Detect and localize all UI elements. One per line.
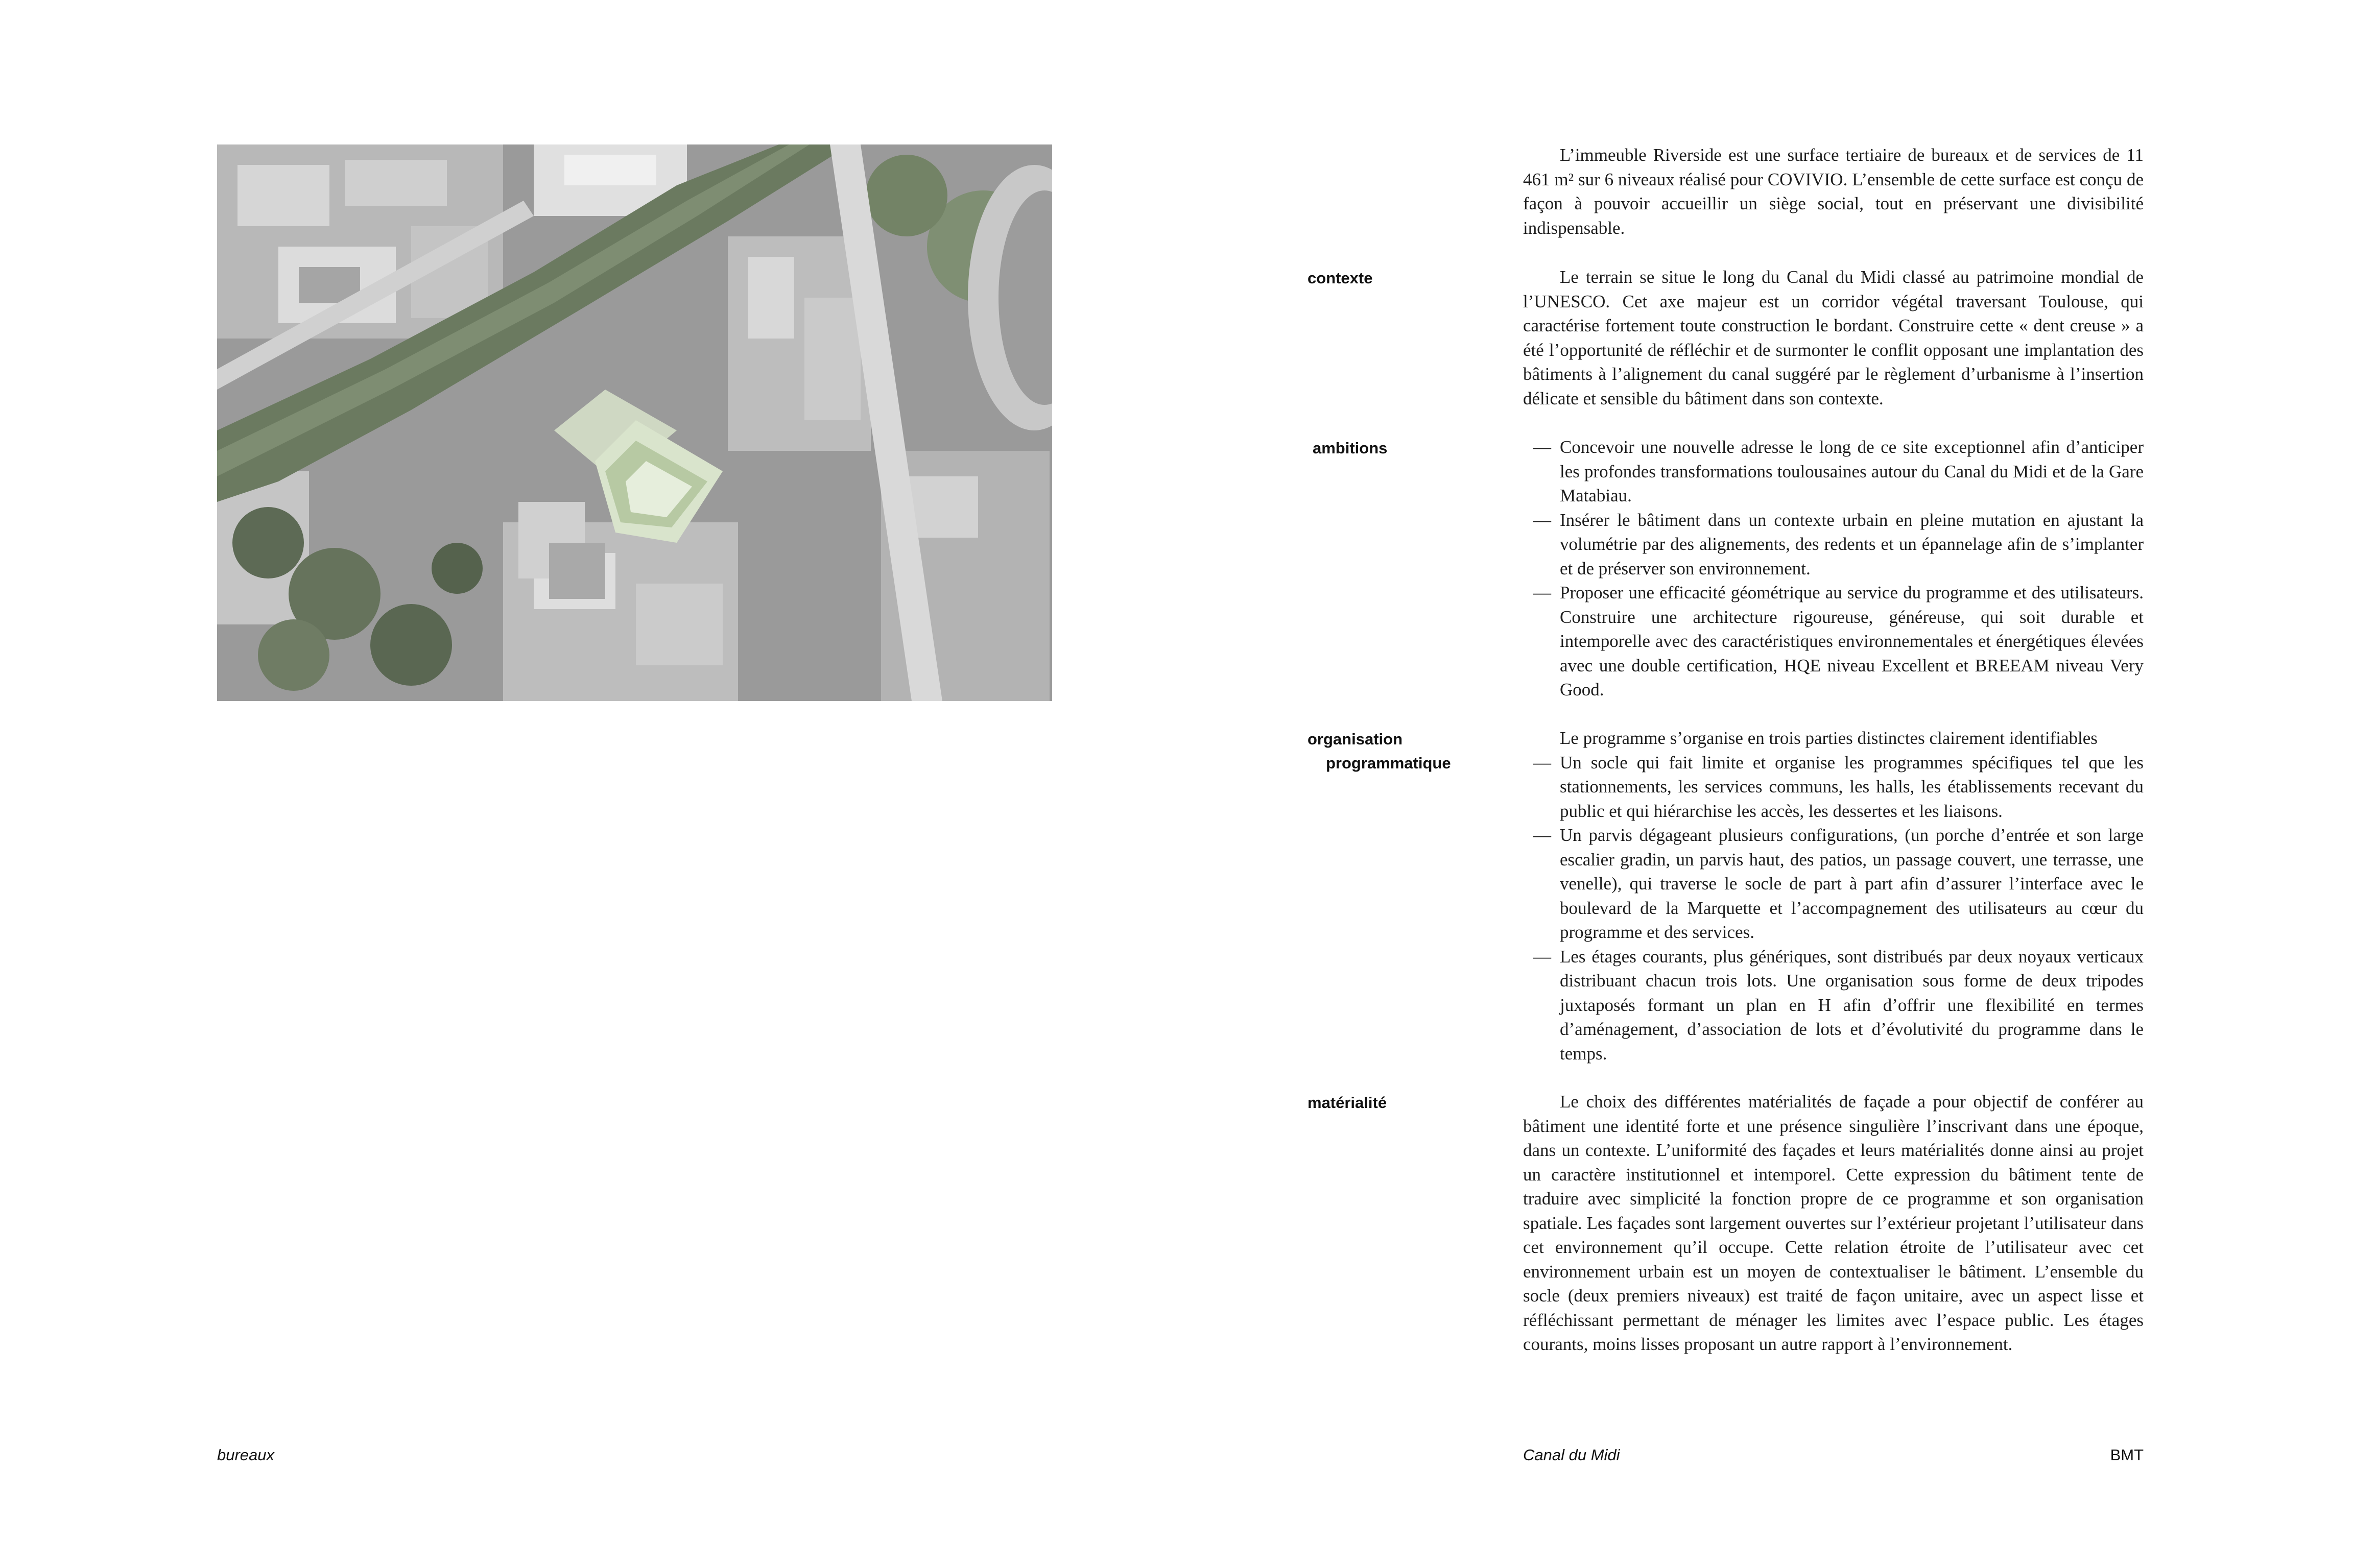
intro-paragraph: L’immeuble Riverside est une surface tertiaire de bureaux et de services de 11 461 m² sur 6 niveaux réalisé pour COVIVIO. L’ensemble de cette surface est conçu de façon à pouvoir accueillir un siège social, tout en préservant une divisibilité indispensable. [1523,145,2144,238]
list-item-text: Proposer une efficacité géométrique au service du programme et des utilisateurs. Construire une architecture rigoureuse, généreuse, qui soit durable et intemporelle avec des caractéristiques environnementales et énergétiques élevées avec une double certification, HQE niveau Excellent et BREEAM niveau Very Good. [1560,583,2144,699]
section-label-materialite: matérialité [1308,1094,1387,1112]
contexte-paragraph: Le terrain se situe le long du Canal du Midi classé au patrimoine mondial de l’UNESCO. Cet axe majeur est un corridor végétal traversant Toulouse, qui caractérise fortement toute construction le bordant. Construire cette « dent creuse » a été l’opportunité de réfléchir et de surmonter le conflit opposant une implantation des bâtiments à l’alignement du canal suggéré par le règlement d’urbanisme à l’insertion délicate et sensible du bâtiment dans son contexte. [1523,267,2144,408]
materialite-paragraph: Le choix des différentes matérialités de façade a pour objectif de conférer au bâtiment une identité forte et une présence singulière l’inscrivant dans une époque, dans un contexte. L’uniformité des façades et leurs matérialités donne ainsi au projet un caractère institutionnel et intemporel. Cette expression du bâtiment tente de traduire avec simplicité la fonction propre de ce programme et son organisation spatiale. Les façades sont largement ouvertes sur l’extérieur projetant l’utilisateur dans cet environnement qu’il occupe. Cette relation étroite de l’utilisateur avec cet environnement urbain est un moyen de contextualiser le bâtiment. L’ensemble du socle (deux premiers niveaux) est traité de façon unitaire, avec un aspect lisse et réfléchissant permettant de ménager les limites avec l’espace public. Les étages courants, moins lisses proposant un autre rapport à l’environnement. [1523,1092,2144,1354]
aerial-photo [217,144,1052,701]
list-item [1523,823,2144,945]
list-item-text: Concevoir une nouvelle adresse le long de ce site exceptionnel afin d’anticiper les profondes transformations toulousaines autour du Canal du Midi et de la Gare Matabiau. [1560,437,2144,505]
section-label-contexte: contexte [1308,269,1373,287]
organisation-intro: Le programme s’organise en trois parties distinctes clairement identifiables [1560,728,2098,748]
organisation-list [1523,726,2144,1066]
dash-marker: — [1533,752,1551,773]
section-label-ambitions: ambitions [1313,439,1388,457]
dash-marker: — [1533,437,1551,457]
list-item [1523,751,2144,824]
list-item [1523,508,2144,581]
list-item-text: Les étages courants, plus génériques, sont distribués par deux noyaux verticaux distribuant chacun trois lots. Une organisation sous forme de deux tripodes juxtaposés formant un plan en H afin d’offrir une flexibilité en termes d’aménagement, d’association de lots et d’évolutivité du programme dans le temps. [1560,946,2144,1064]
list-item-text: Insérer le bâtiment dans un contexte urbain en pleine mutation en ajustant la volumétrie par des alignements, des redents et un épannelage afin de s’implanter et de préserver son environnement. [1560,510,2144,578]
section-label-programmatique: programmatique [1326,754,1451,772]
dash-marker: — [1533,825,1551,845]
dash-marker: — [1533,583,1551,602]
aerial-photo-drawing [217,144,1052,701]
list-item [1523,581,2144,702]
list-item-text: Un parvis dégageant plusieurs configurations, (un porche d’entrée et son large escalier gradin, un parvis haut, des patios, un passage couvert, une terrasse, une venelle), qui traverse le socle de part à part afin d’assurer l’interface avec le boulevard de la Marquette et l’accompagnement des utilisateurs au cœur du programme et des services. [1560,825,2144,942]
section-label-organisation: organisation [1308,730,1403,748]
list-item [1523,945,2144,1066]
list-item-text: Un socle qui fait limite et organise les programmes spécifiques tel que les stationnements, les services communs, les halls, les établissements recevant du public et qui hiérarchise les accès, les dessertes et les liaisons. [1560,752,2144,821]
footer-right: BMT [2110,1446,2144,1464]
footer-left: bureaux [217,1446,275,1464]
footer-center: Canal du Midi [1523,1446,1620,1464]
dash-marker: — [1533,946,1551,967]
list-item [1523,435,2144,508]
dash-marker: — [1533,510,1551,530]
ambitions-list [1523,435,2144,702]
